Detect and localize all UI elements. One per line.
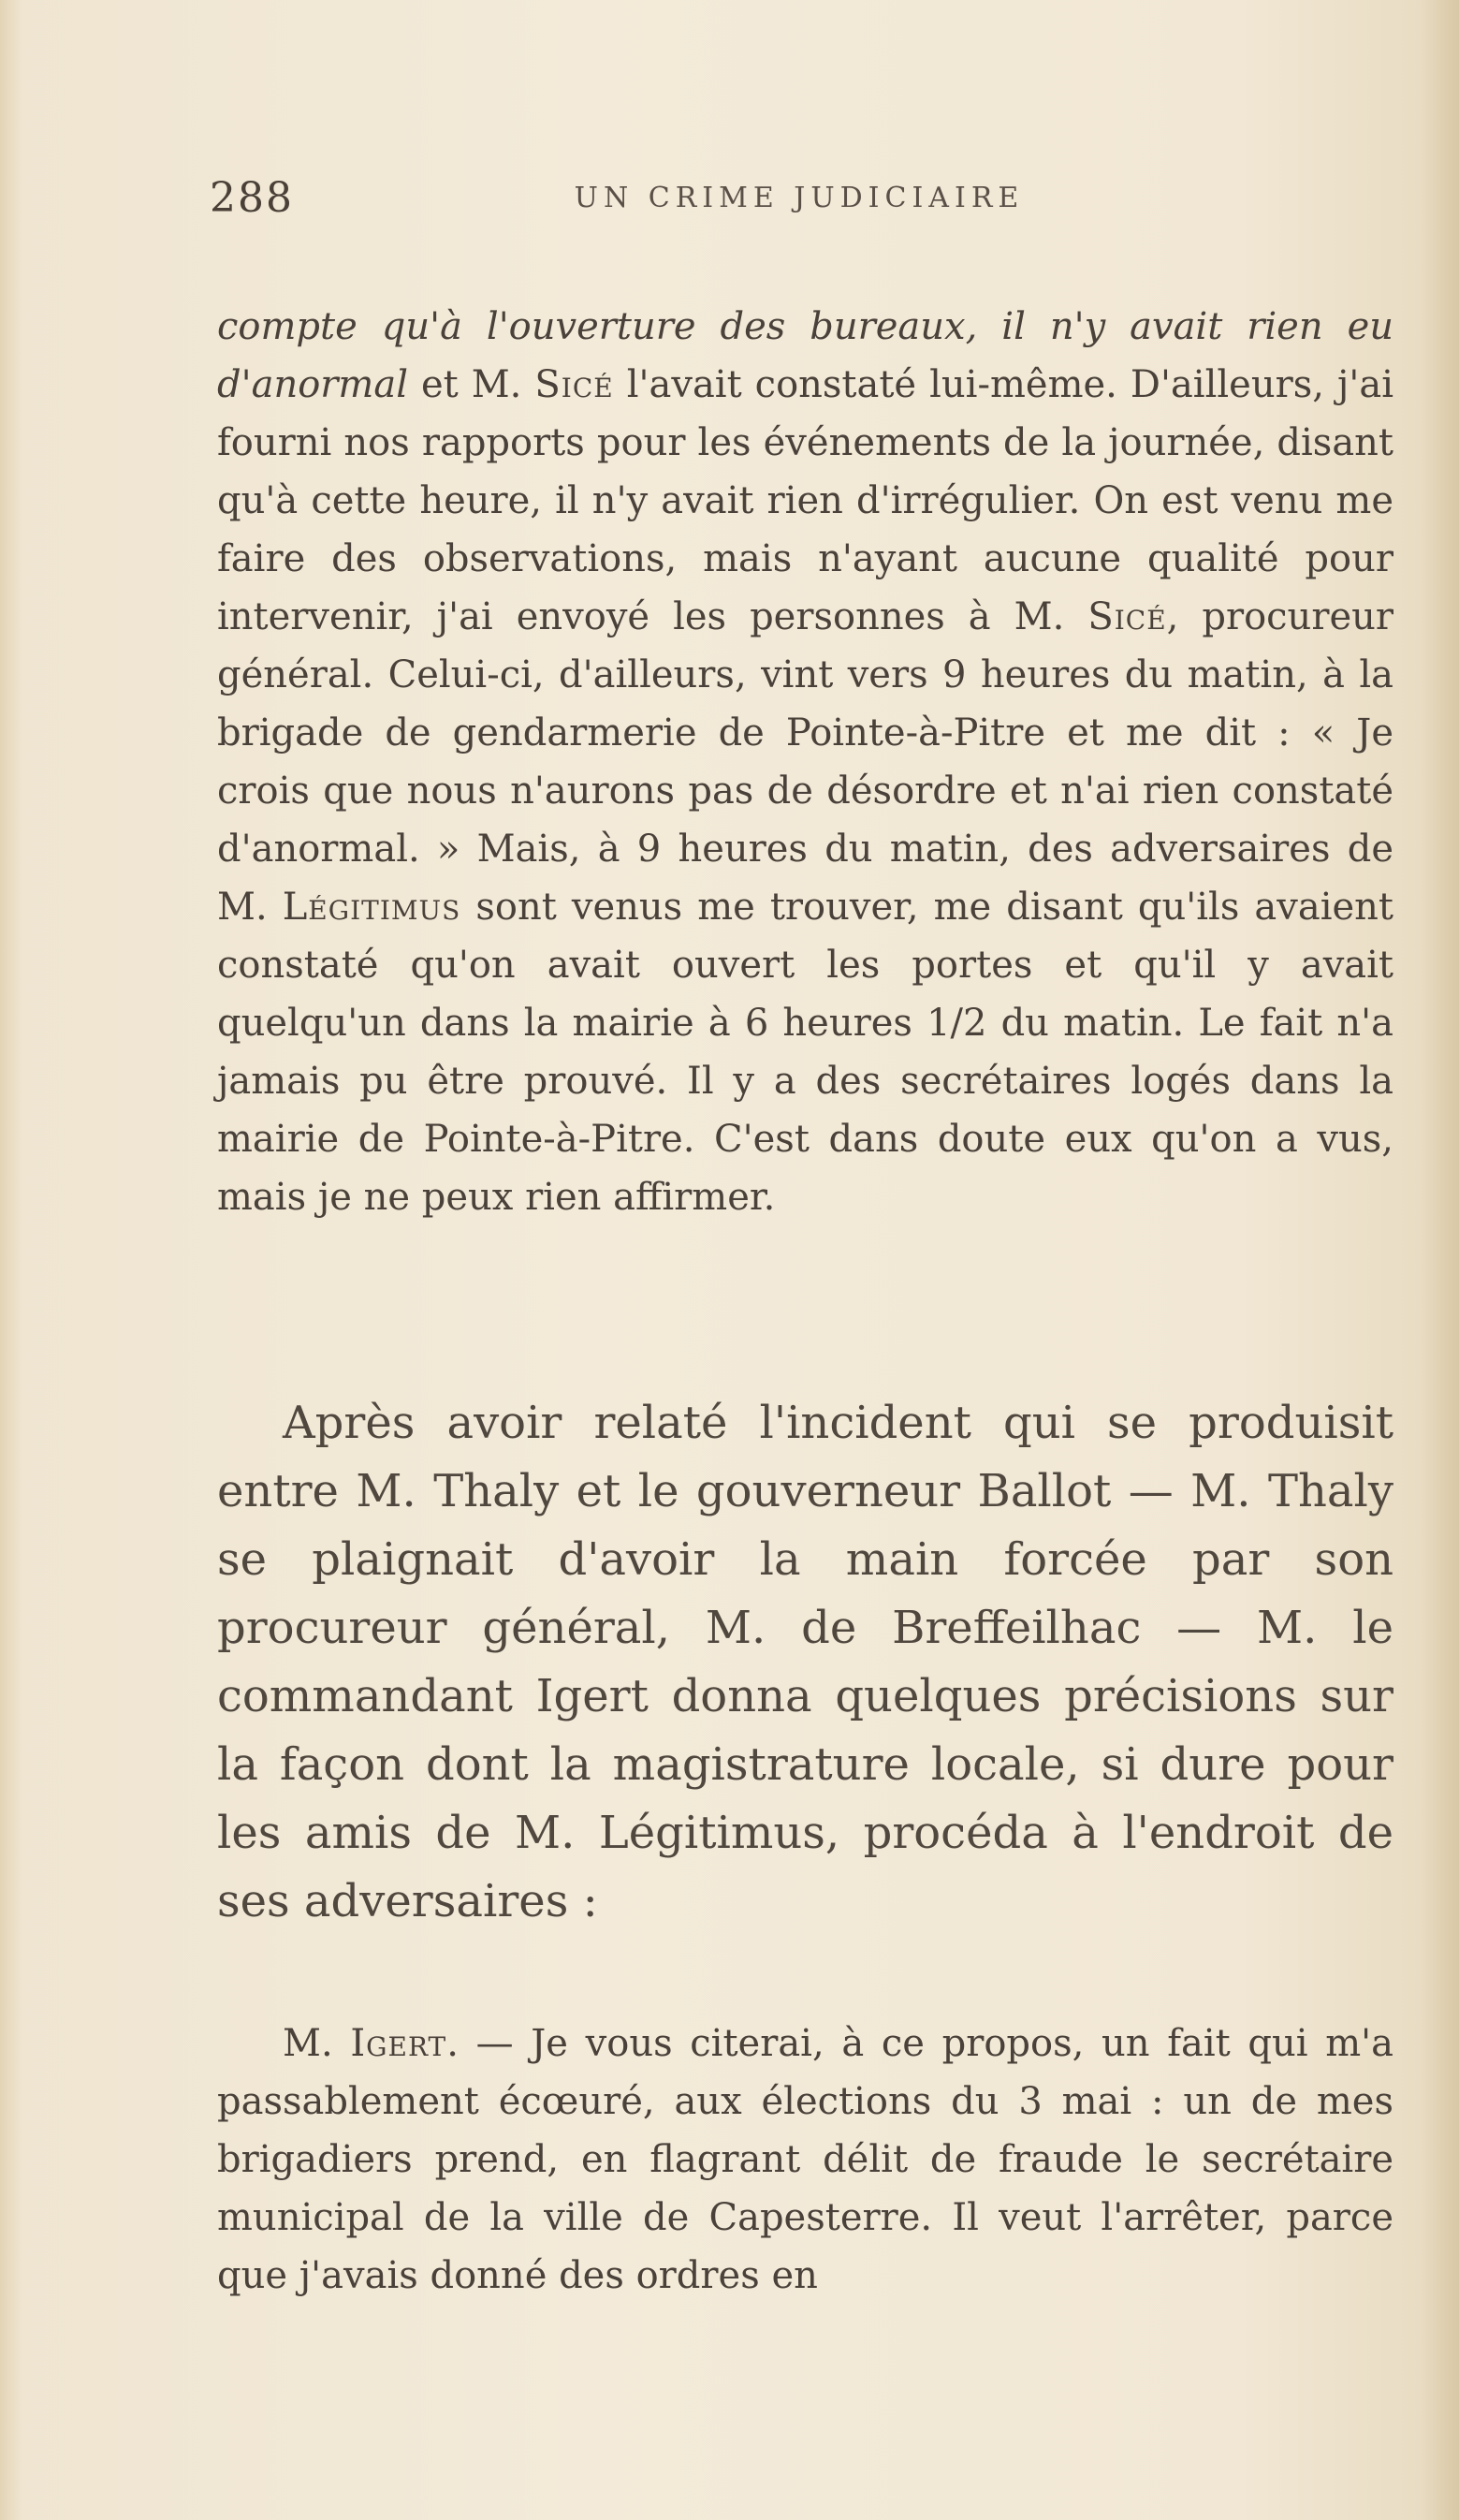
paragraph — [217, 298, 1393, 1226]
name-sice: Sicé — [1087, 595, 1167, 638]
narrative-paragraph — [217, 1389, 1393, 1936]
page-number: 288 — [210, 174, 294, 222]
text-run: l'avait constaté lui-même. D'ailleurs, j'ai fourni nos rapports pour les événements de la journée, disant qu'à cette heure, il n'y avait rien d'irrégulier. On est venu me faire des observations, mais n'ayant aucune qualité pour intervenir, j'ai envoyé les personnes à M. — [217, 363, 1393, 638]
name-sice: Sicé — [534, 363, 614, 406]
page-shadow-right — [1420, 0, 1459, 2520]
italic-quote: compte qu'à l'ouverture des bureaux, il n'y avait rien eu d'anormal — [217, 305, 1393, 406]
paragraph: Après avoir relaté l'incident qui se produisit entre M. Thaly et le gouverneur Ballot — M. Thaly se plaignait d'avoir la main forcée par son procureur général, M. de Breffeilhac — M. le commandant Igert donna quelques précisions sur la façon dont la magistrature locale, si dure pour les amis de M. Légitimus, procéda à l'endroit de ses adversaires : — [217, 1397, 1393, 1927]
name-legitimus: Légitimus — [282, 886, 461, 929]
paragraph — [217, 2015, 1393, 2305]
speaker-prefix: M. — [283, 2022, 351, 2065]
page-header — [210, 174, 1389, 240]
speaker-name: Igert — [350, 2022, 447, 2065]
running-title: UN CRIME JUDICIAIRE — [574, 182, 1025, 214]
text-run: , procureur général. Celui-ci, d'ailleurs, vint vers 9 heures du matin, à la brigade de gendarmerie de Pointe-à-Pitre et me dit : « Je crois que nous n'aurons pas de désordre et n'ai rien constaté d'anormal. » Mais, à 9 heures du matin, des adversaires de M. — [217, 595, 1393, 929]
testimony-paragraph-2 — [217, 2015, 1393, 2305]
testimony-paragraph-1 — [217, 298, 1393, 1226]
page-shadow-left — [0, 0, 22, 2520]
text-run: sont venus me trouver, me disant qu'ils avaient constaté qu'on avait ouvert les portes et qu'il y avait quelqu'un dans la mairie à 6 heures 1/2 du matin. Le fait n'a jamais pu être prouvé. Il y a des secrétaires logés dans la mairie de Pointe-à-Pitre. C'est dans doute eux qu'on a vus, mais je ne peux rien affirmer. — [217, 886, 1394, 1219]
text-run: et M. — [407, 363, 535, 406]
text-run: . — Je vous citerai, à ce propos, un fait qui m'a passablement écœuré, aux élections du 3 mai : un de mes brigadiers prend, en flagrant délit de fraude le secrétaire municipal de la ville de Capesterre. Il veut l'arrêter, parce que j'avais donné des ordres en — [217, 2022, 1393, 2297]
